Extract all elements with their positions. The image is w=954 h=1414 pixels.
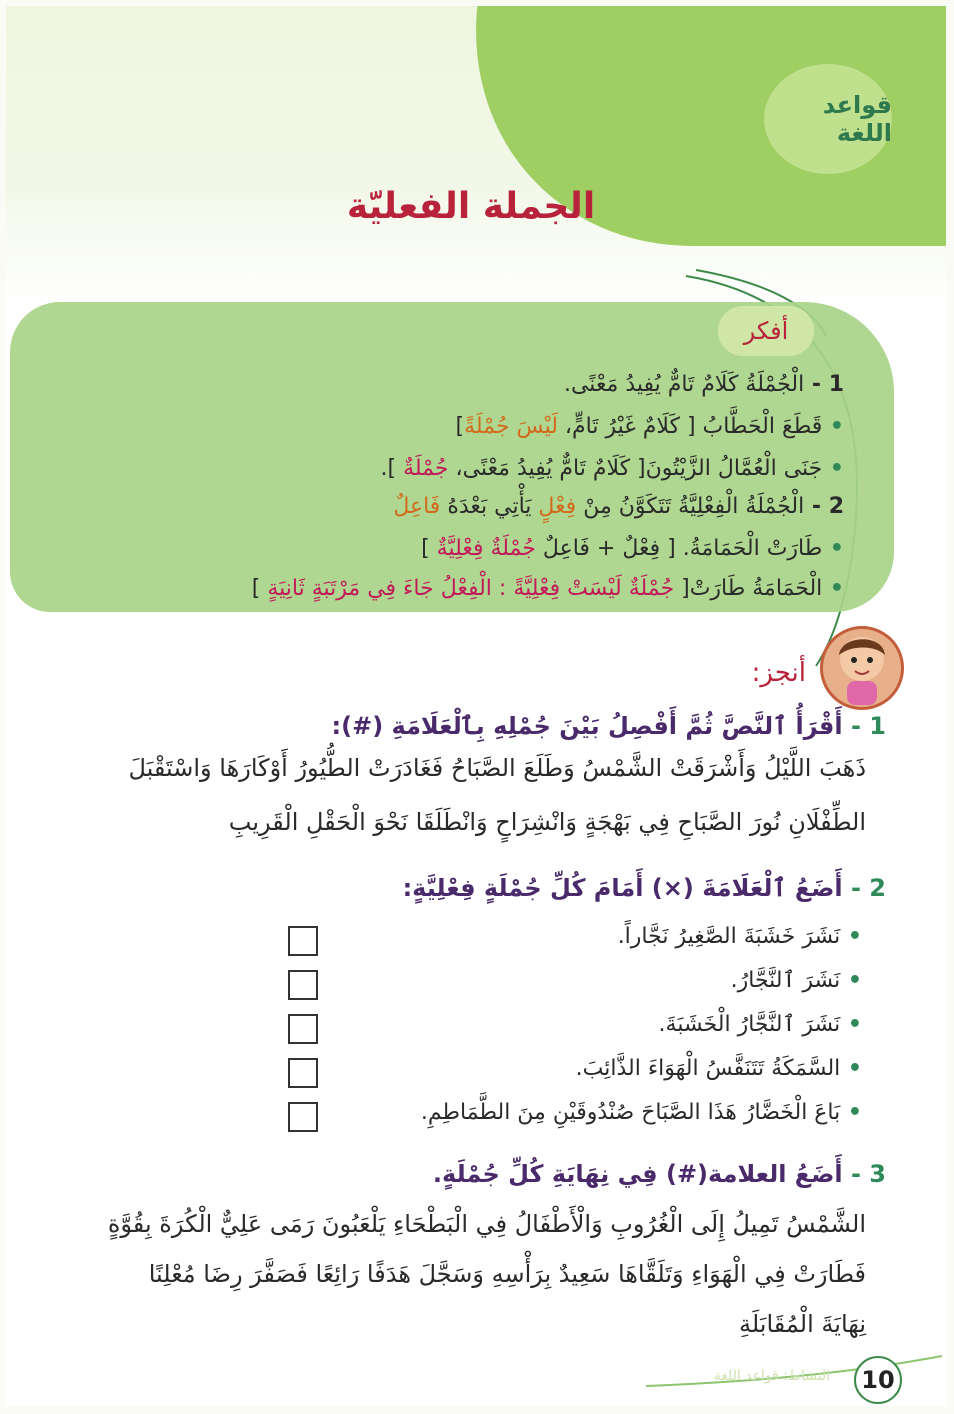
think-item-6: • الْحَمَامَةُ طَارَتْ[ جُمْلَةٌ لَيْسَتْ فِعْلِيَّةً : الْفِعْلُ جَاءَ فِي مَرْتَبَةٍ ثَانِيَةٍ ] [251, 576, 844, 601]
footer-label: النشاط: قواعد اللغة [713, 1368, 830, 1384]
q2-item-5: • بَاعَ الْخَضَّارُ هَذَا الصَّبَاحَ صُنْدُوقَيْنِ مِنَ الطَّمَاطِمِ. [420, 1100, 862, 1125]
think-item-2: • قَطَعَ الْحَطَّابُ [ كَلَامٌ غَيْرُ تَامٍّ، لَيْسَ جُمْلَةً] [455, 414, 844, 439]
think-label [718, 306, 814, 356]
question-3-text-line-1: الشَّمْسُ تَمِيلُ إِلَى الْغُرُوبِ وَالْأَطْفَالُ فِي الْبَطْحَاءِ يَلْعَبُونَ رَمَى عَلِيٌّ الْكُرَةَ بِقُوَّةٍ [107, 1210, 866, 1238]
q2-checkbox-2[interactable] [288, 970, 318, 1000]
bullet-icon: • [822, 536, 844, 561]
bullet-icon: • [840, 1100, 862, 1125]
question-3-text-line-2: فَطَارَتْ فِي الْهَوَاءِ وَتَلَقَّاهَا سَعِيدٌ بِرَأْسِهِ وَسَجَّلَ هَدَفًا رَائِعًا فَصَفَّرَ رِضَا مُعْلِنًا [148, 1260, 866, 1288]
bullet-icon: • [840, 1056, 862, 1081]
bullet-icon: • [822, 456, 844, 481]
q2-checkbox-1[interactable] [288, 926, 318, 956]
q2-item-2: • نَشَرَ ٱلنَّجَّارُ. [730, 968, 862, 993]
think-label-text: أفكر [743, 317, 789, 345]
page-title: الجملة الفعليّة [346, 186, 596, 227]
bullet-icon: • [840, 968, 862, 993]
think-item-5: • طَارَتْ الْحَمَامَةُ. [ فِعْلٌ + فَاعِلٌ جُمْلَةٌ فِعْلِيَّةٌ ] [421, 536, 844, 561]
think-item-4: 2 - الْجُمْلَةُ الْفِعْلِيَّةُ تَتَكَوَّنُ مِنْ فِعْلٍ يَأْتِي بَعْدَهُ فَاعِلٌ [393, 494, 844, 519]
think-item-1: 1 - الْجُمْلَةُ كَلَامٌ تَامٌّ يُفِيدُ مَعْنًى. [563, 372, 844, 397]
q2-item-1: • نَشَرَ خَشَبَةَ الصَّغِيرُ نَجَّاراً. [617, 924, 862, 949]
q2-checkbox-3[interactable] [288, 1014, 318, 1044]
q2-checkbox-4[interactable] [288, 1058, 318, 1088]
q2-item-3: • نَشَرَ ٱلنَّجَّارُ الْخَشَبَةَ. [658, 1012, 862, 1037]
page-number: 10 [854, 1356, 902, 1404]
worksheet-page [6, 6, 946, 1406]
bullet-icon: • [822, 576, 844, 601]
question-1-heading: 1 - أَقْرَأُ ٱلنَّصَّ ثُمَّ أَفْصِلُ بَيْنَ جُمْلِهِ بِٱلْعَلَامَةِ (#): [331, 712, 886, 740]
item-number: 1 - [804, 372, 844, 397]
think-item-3: • جَنَى الْعُمَّالُ الزَّيْتُونَ[ كَلَامٌ تَامٌّ يُفِيدُ مَعْنًى، جُمْلَةٌ ]. [380, 456, 844, 481]
question-3-text-line-3: نِهَايَةَ الْمُقَابَلَةِ [738, 1310, 866, 1338]
child-avatar-icon [820, 626, 904, 710]
q2-item-4: • السَّمَكَةُ تَتَنَفَّسُ الْهَوَاءَ الذَّائِبَ. [575, 1056, 862, 1081]
section-badge [764, 64, 892, 174]
question-1-text-line-1: ذَهَبَ اللَّيْلُ وَأَشْرَقَتْ الشَّمْسُ وَطَلَعَ الصَّبَاحُ فَغَادَرَتْ الطُّيُورُ أَوْكَارَهَا وَاسْتَقْبَلَ [128, 754, 866, 782]
question-1-text-line-2: الطِّفْلَانِ نُورَ الصَّبَاحِ فِي بَهْجَةٍ وَانْشِرَاحٍ وَانْطَلَقَا نَحْوَ الْحَقْلِ الْقَرِيبِ [228, 808, 866, 836]
bullet-icon: • [840, 924, 862, 949]
question-3-heading: 3 - أَضَعُ العلامة(#) فِي نِهَايَةِ كُلِّ جُمْلَةٍ. [432, 1160, 886, 1188]
section-badge-label: قواعد اللغة [822, 91, 892, 147]
question-2-heading: 2 - أَضَعُ ٱلْعَلَامَةَ (×) أَمَامَ كُلِّ جُمْلَةٍ فِعْلِيَّةٍ: [402, 874, 886, 902]
bullet-icon: • [840, 1012, 862, 1037]
q2-checkbox-5[interactable] [288, 1102, 318, 1132]
achieve-label: أنجز: [751, 658, 806, 688]
bullet-icon: • [822, 414, 844, 439]
item-number: 2 - [804, 494, 844, 519]
